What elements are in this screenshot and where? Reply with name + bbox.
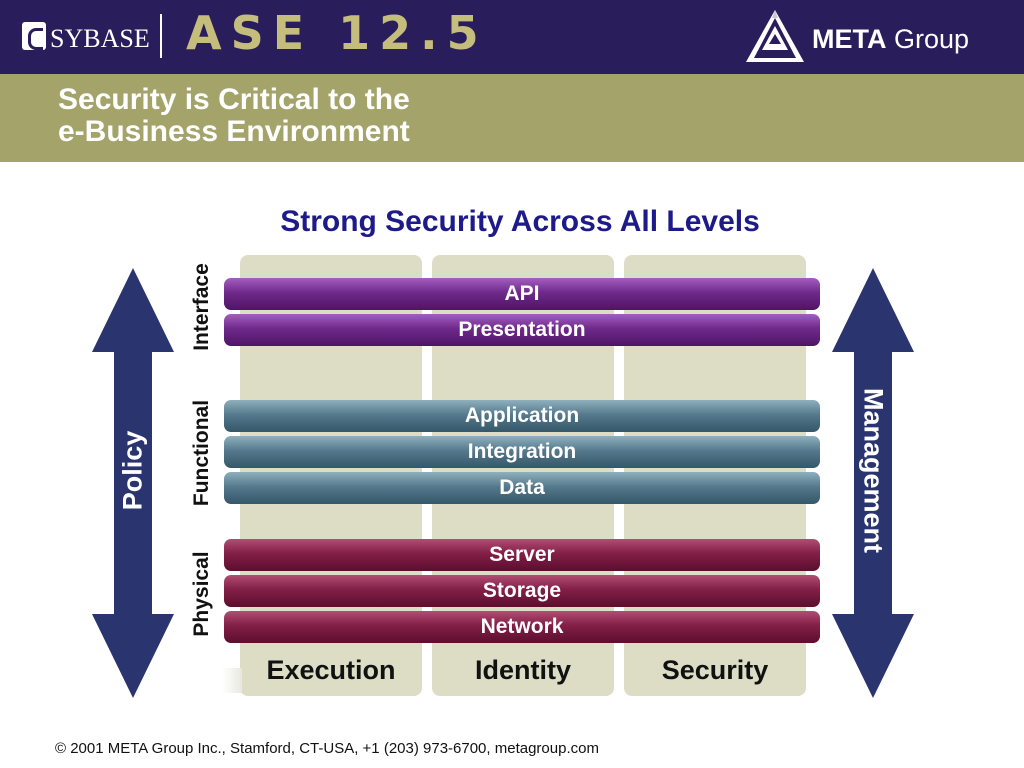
meta-brand-rest: Group bbox=[894, 24, 970, 54]
layer-application: Application bbox=[224, 400, 820, 432]
layer-server: Server bbox=[224, 539, 820, 571]
group-label-interface: Interface bbox=[190, 263, 213, 351]
title-bar bbox=[0, 74, 1024, 162]
column-shadow bbox=[222, 668, 242, 693]
header-divider bbox=[160, 14, 162, 58]
column-label-security: Security bbox=[661, 655, 769, 685]
security-levels-diagram bbox=[0, 250, 1024, 710]
column-label-execution: Execution bbox=[266, 655, 396, 685]
layer-network: Network bbox=[224, 611, 820, 643]
product-title: ASE 12.5 bbox=[186, 6, 488, 60]
sybase-logo-text: SYBASE bbox=[50, 24, 150, 53]
header-bar bbox=[0, 0, 1024, 74]
policy-label: Policy bbox=[117, 430, 148, 511]
column-label-identity: Identity bbox=[474, 655, 571, 685]
slide-title-line2: e-Business Environment bbox=[58, 115, 410, 148]
sybase-logo bbox=[22, 16, 172, 62]
copyright-footer: © 2001 META Group Inc., Stamford, CT-USA, +1 (203) 973-6700, metagroup.com bbox=[55, 740, 599, 757]
group-label-functional: Functional bbox=[190, 399, 213, 507]
layer-api: API bbox=[224, 278, 820, 310]
diagram-title: Strong Security Across All Levels bbox=[280, 205, 760, 238]
management-label: Management bbox=[858, 387, 889, 554]
layer-storage: Storage bbox=[224, 575, 820, 607]
meta-brand-bold: META bbox=[812, 24, 887, 54]
layer-integration: Integration bbox=[224, 436, 820, 468]
meta-group-logo-text bbox=[812, 24, 969, 55]
layer-presentation: Presentation bbox=[224, 314, 820, 346]
slide-title-line1: Security is Critical to the bbox=[58, 83, 410, 116]
layer-data: Data bbox=[224, 472, 820, 504]
sybase-s-icon bbox=[22, 22, 46, 50]
meta-group-triangle-icon bbox=[744, 8, 806, 64]
slide-title bbox=[58, 84, 410, 148]
group-label-physical: Physical bbox=[190, 551, 213, 637]
